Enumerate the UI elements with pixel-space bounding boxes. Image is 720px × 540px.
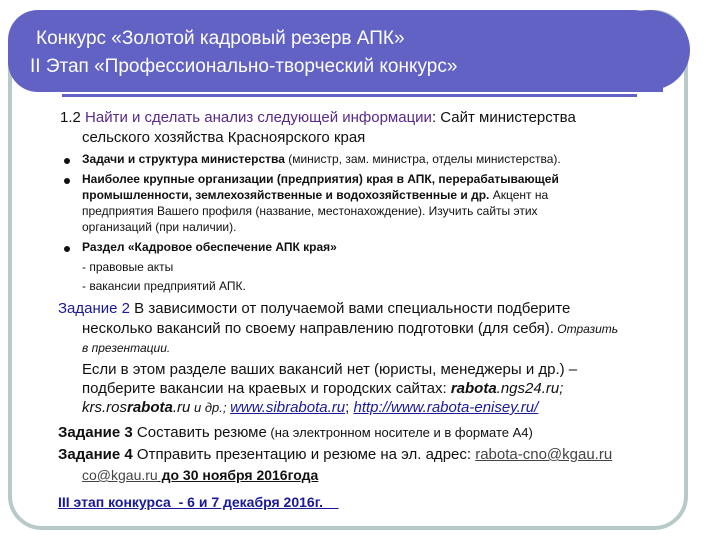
slide-header: [8, 10, 663, 92]
link-rabota-enisey[interactable]: http://www.rabota-enisey.ru/: [353, 399, 539, 416]
bullet-item-organizations-line2: промышленности, землехозяйственные и водохозяйственные и др. Акцент на: [82, 188, 549, 202]
bullet-item-organizations-line3: предприятия Вашего профиля (название, местонахождение). Изучить сайты этих: [82, 204, 538, 218]
bullet-icon: [64, 158, 70, 164]
task2-line1: Задание 2 В зависимости от получаемой вами специальности подберите: [58, 300, 571, 317]
bullet-icon: [64, 246, 70, 252]
email-link-continuation[interactable]: co@kgau.ru: [82, 467, 158, 483]
task3-line: Задание 3 Составить резюме (на электронном носителе и в формате А4): [58, 424, 533, 441]
task4-line1: Задание 4 Отправить презентацию и резюме на эл. адрес: rabota-cno@kgau.ru: [58, 446, 613, 463]
task2-alt-line3: krs.rosrabota.ru и др.; www.sibrabota.ru; http://www.rabota-enisey.ru/: [82, 399, 539, 416]
bullet-item-legal-acts: - правовые акты: [82, 260, 174, 274]
task2-line2: несколько вакансий по своему направлению подготовки (для себя). Отразить: [82, 320, 619, 337]
task2-alt-line2: подберите вакансии на краевых и городских сайтах: rabota.ngs24.ru;: [82, 380, 564, 397]
bullet-item-structure: Задачи и структура министерства (министр, зам. министра, отделы министерства).: [82, 152, 561, 166]
task4-line2: [82, 467, 318, 483]
stage3-dates: III этап конкурса - 6 и 7 декабря 2016г.: [58, 494, 339, 510]
task1-heading-line2: сельского хозяйства Красноярского края: [82, 129, 366, 146]
slide-title-line1: Конкурс «Золотой кадровый резерв АПК»: [36, 28, 405, 49]
bullet-item-vacancies: - вакансии предприятий АПК.: [82, 279, 246, 293]
task4-deadline: до 30 ноября 2016года: [157, 467, 319, 483]
link-sibrabota[interactable]: www.sibrabota.ru: [230, 399, 346, 416]
task1-heading: 1.2 Найти и сделать анализ следующей информации: Сайт министерства: [60, 109, 576, 126]
bullet-item-hr-section: Раздел «Кадровое обеспечение АПК края»: [82, 240, 337, 254]
task3-label: Задание 3: [58, 424, 133, 441]
header-divider: [62, 94, 637, 97]
task2-alt-line1: Если в этом разделе ваших вакансий нет (юристы, менеджеры и др.) –: [82, 361, 578, 378]
task2-line3: в презентации.: [82, 341, 171, 355]
email-link[interactable]: rabota-cno@kgau.ru: [475, 446, 613, 463]
bullet-icon: [64, 178, 70, 184]
bullet-item-organizations: Наиболее крупные организации (предприятия) края в АПК, перерабатывающей: [82, 172, 559, 186]
task1-title: Найти и сделать анализ следующей информации: [85, 109, 432, 126]
task2-label: Задание 2: [58, 300, 131, 317]
task4-label: Задание 4: [58, 446, 133, 463]
bullet-item-organizations-line4: организаций (при наличии).: [82, 220, 237, 234]
slide-title-line2: II Этап «Профессионально-творческий конкурс»: [30, 56, 458, 77]
